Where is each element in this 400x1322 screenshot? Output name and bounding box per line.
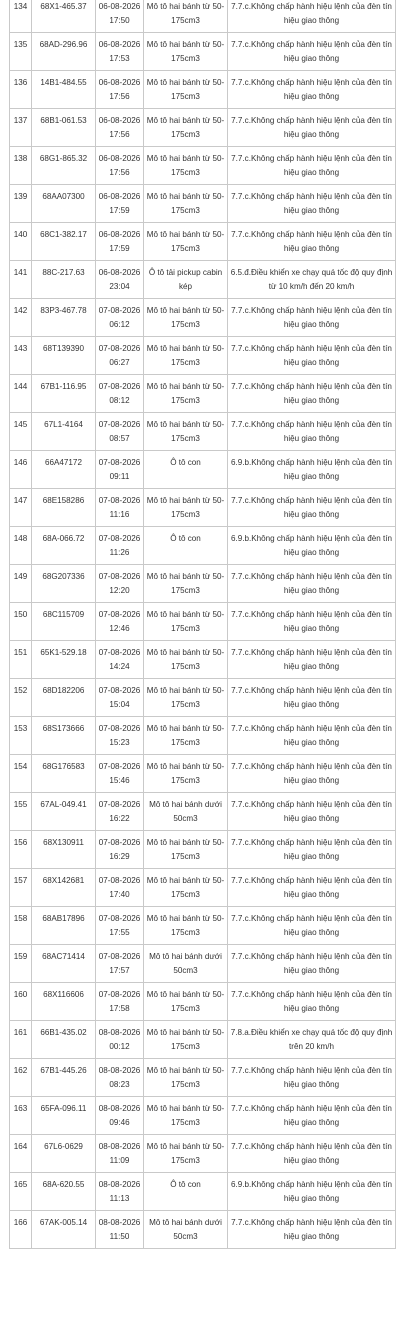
cell-vehicle-type: Ô tô tải pickup cabin kép	[144, 261, 228, 299]
cell-datetime	[96, 413, 144, 451]
violation-date: 08-08-2026	[98, 1218, 141, 1227]
table-row	[10, 1135, 396, 1173]
cell-datetime	[96, 1097, 144, 1135]
table-row	[10, 109, 396, 147]
cell-stt: 155	[10, 793, 32, 831]
cell-violation: 7.7.c.Không chấp hành hiệu lệnh của đèn tín hiệu giao thông	[228, 71, 396, 109]
violation-time: 09:11	[109, 472, 130, 481]
cell-datetime	[96, 299, 144, 337]
violation-time: 11:16	[109, 510, 130, 519]
cell-vehicle-type: Ô tô con	[144, 527, 228, 565]
cell-stt: 143	[10, 337, 32, 375]
cell-violation: 7.7.c.Không chấp hành hiệu lệnh của đèn tín hiệu giao thông	[228, 755, 396, 793]
cell-stt: 135	[10, 33, 32, 71]
table-row	[10, 527, 396, 565]
table-row	[10, 147, 396, 185]
violation-date: 07-08-2026	[98, 686, 141, 695]
cell-violation: 7.7.c.Không chấp hành hiệu lệnh của đèn tín hiệu giao thông	[228, 603, 396, 641]
violation-time: 14:24	[109, 662, 130, 671]
violation-time: 06:12	[109, 320, 130, 329]
cell-vehicle-type: Mô tô hai bánh dưới 50cm3	[144, 945, 228, 983]
cell-stt: 152	[10, 679, 32, 717]
cell-datetime	[96, 71, 144, 109]
cell-vehicle-type: Mô tô hai bánh từ 50-175cm3	[144, 0, 228, 33]
violation-date: 07-08-2026	[98, 762, 141, 771]
violations-table	[9, 0, 396, 1249]
violation-time: 08:57	[109, 434, 130, 443]
cell-violation: 7.7.c.Không chấp hành hiệu lệnh của đèn tín hiệu giao thông	[228, 1211, 396, 1249]
table-row	[10, 565, 396, 603]
violations-table-body	[10, 0, 396, 1249]
violation-date: 06-08-2026	[98, 78, 141, 87]
cell-stt: 140	[10, 223, 32, 261]
violation-time: 11:09	[109, 1156, 130, 1165]
cell-datetime	[96, 755, 144, 793]
violation-date: 07-08-2026	[98, 382, 141, 391]
cell-datetime	[96, 261, 144, 299]
cell-stt: 142	[10, 299, 32, 337]
cell-stt: 136	[10, 71, 32, 109]
violation-time: 17:56	[109, 92, 130, 101]
violation-time: 17:50	[109, 16, 130, 25]
cell-violation: 7.7.c.Không chấp hành hiệu lệnh của đèn tín hiệu giao thông	[228, 793, 396, 831]
table-row	[10, 337, 396, 375]
violation-date: 07-08-2026	[98, 458, 141, 467]
violation-date: 07-08-2026	[98, 572, 141, 581]
cell-datetime	[96, 185, 144, 223]
table-row	[10, 1173, 396, 1211]
cell-plate: 67AK-005.14	[32, 1211, 96, 1249]
violation-date: 07-08-2026	[98, 534, 141, 543]
table-row	[10, 831, 396, 869]
cell-stt: 162	[10, 1059, 32, 1097]
violation-time: 12:46	[109, 624, 130, 633]
violation-time: 16:22	[109, 814, 130, 823]
violation-date: 07-08-2026	[98, 496, 141, 505]
violation-date: 08-08-2026	[98, 1142, 141, 1151]
table-row	[10, 945, 396, 983]
cell-plate: 66A47172	[32, 451, 96, 489]
cell-plate: 68G207336	[32, 565, 96, 603]
cell-plate: 68AC71414	[32, 945, 96, 983]
cell-datetime	[96, 831, 144, 869]
cell-vehicle-type: Mô tô hai bánh dưới 50cm3	[144, 793, 228, 831]
cell-datetime	[96, 679, 144, 717]
violation-time: 17:57	[109, 966, 130, 975]
violation-date: 06-08-2026	[98, 40, 141, 49]
cell-vehicle-type: Mô tô hai bánh từ 50-175cm3	[144, 679, 228, 717]
cell-plate: 68A-620.55	[32, 1173, 96, 1211]
cell-stt: 145	[10, 413, 32, 451]
table-row	[10, 71, 396, 109]
violation-date: 06-08-2026	[98, 154, 141, 163]
cell-stt: 158	[10, 907, 32, 945]
cell-datetime	[96, 489, 144, 527]
violation-date: 06-08-2026	[98, 116, 141, 125]
violation-date: 07-08-2026	[98, 800, 141, 809]
cell-stt: 134	[10, 0, 32, 33]
violation-date: 07-08-2026	[98, 952, 141, 961]
violation-time: 11:26	[109, 548, 130, 557]
cell-plate: 68B1-061.53	[32, 109, 96, 147]
cell-plate: 68X116606	[32, 983, 96, 1021]
cell-vehicle-type: Mô tô hai bánh từ 50-175cm3	[144, 603, 228, 641]
cell-plate: 88C-217.63	[32, 261, 96, 299]
violation-date: 07-08-2026	[98, 876, 141, 885]
cell-stt: 147	[10, 489, 32, 527]
cell-stt: 137	[10, 109, 32, 147]
cell-violation: 7.7.c.Không chấp hành hiệu lệnh của đèn tín hiệu giao thông	[228, 1135, 396, 1173]
violation-date: 07-08-2026	[98, 914, 141, 923]
cell-vehicle-type: Mô tô hai bánh từ 50-175cm3	[144, 185, 228, 223]
cell-violation: 7.7.c.Không chấp hành hiệu lệnh của đèn tín hiệu giao thông	[228, 641, 396, 679]
cell-plate: 68G176583	[32, 755, 96, 793]
cell-vehicle-type: Mô tô hai bánh từ 50-175cm3	[144, 565, 228, 603]
cell-plate: 67L6-0629	[32, 1135, 96, 1173]
cell-datetime	[96, 527, 144, 565]
cell-violation: 7.7.c.Không chấp hành hiệu lệnh của đèn tín hiệu giao thông	[228, 299, 396, 337]
cell-plate: 68X142681	[32, 869, 96, 907]
cell-violation: 6.9.b.Không chấp hành hiệu lệnh của đèn tín hiệu giao thông	[228, 1173, 396, 1211]
cell-violation: 7.7.c.Không chấp hành hiệu lệnh của đèn tín hiệu giao thông	[228, 33, 396, 71]
violation-date: 07-08-2026	[98, 990, 141, 999]
cell-stt: 163	[10, 1097, 32, 1135]
violation-date: 07-08-2026	[98, 724, 141, 733]
cell-violation: 7.7.c.Không chấp hành hiệu lệnh của đèn tín hiệu giao thông	[228, 337, 396, 375]
cell-vehicle-type: Mô tô hai bánh dưới 50cm3	[144, 1211, 228, 1249]
table-row	[10, 1211, 396, 1249]
violation-time: 17:56	[109, 130, 130, 139]
cell-vehicle-type: Mô tô hai bánh từ 50-175cm3	[144, 1021, 228, 1059]
cell-stt: 157	[10, 869, 32, 907]
violation-date: 08-08-2026	[98, 1066, 141, 1075]
cell-plate: 65K1-529.18	[32, 641, 96, 679]
cell-violation: 7.7.c.Không chấp hành hiệu lệnh của đèn tín hiệu giao thông	[228, 185, 396, 223]
cell-violation: 7.7.c.Không chấp hành hiệu lệnh của đèn tín hiệu giao thông	[228, 109, 396, 147]
cell-plate: 67AL-049.41	[32, 793, 96, 831]
cell-datetime	[96, 147, 144, 185]
cell-vehicle-type: Ô tô con	[144, 451, 228, 489]
table-row	[10, 451, 396, 489]
cell-plate: 68AA07300	[32, 185, 96, 223]
table-row	[10, 907, 396, 945]
violation-date: 08-08-2026	[98, 1028, 141, 1037]
cell-stt: 165	[10, 1173, 32, 1211]
violation-date: 07-08-2026	[98, 306, 141, 315]
cell-plate: 68C1-382.17	[32, 223, 96, 261]
cell-violation: 7.7.c.Không chấp hành hiệu lệnh của đèn tín hiệu giao thông	[228, 223, 396, 261]
violation-date: 07-08-2026	[98, 838, 141, 847]
violation-date: 07-08-2026	[98, 420, 141, 429]
table-row	[10, 603, 396, 641]
cell-datetime	[96, 1211, 144, 1249]
cell-stt: 151	[10, 641, 32, 679]
violation-time: 08:12	[109, 396, 130, 405]
cell-vehicle-type: Mô tô hai bánh từ 50-175cm3	[144, 299, 228, 337]
table-row	[10, 793, 396, 831]
cell-violation: 6.9.b.Không chấp hành hiệu lệnh của đèn tín hiệu giao thông	[228, 451, 396, 489]
cell-violation: 7.7.c.Không chấp hành hiệu lệnh của đèn tín hiệu giao thông	[228, 413, 396, 451]
table-row	[10, 413, 396, 451]
cell-vehicle-type: Mô tô hai bánh từ 50-175cm3	[144, 907, 228, 945]
cell-violation: 7.7.c.Không chấp hành hiệu lệnh của đèn tín hiệu giao thông	[228, 1059, 396, 1097]
violation-date: 06-08-2026	[98, 268, 141, 277]
cell-datetime	[96, 565, 144, 603]
cell-plate: 68S173666	[32, 717, 96, 755]
cell-stt: 160	[10, 983, 32, 1021]
violation-time: 16:29	[109, 852, 130, 861]
cell-plate: 67B1-116.95	[32, 375, 96, 413]
cell-stt: 150	[10, 603, 32, 641]
cell-plate: 68A-066.72	[32, 527, 96, 565]
cell-vehicle-type: Mô tô hai bánh từ 50-175cm3	[144, 147, 228, 185]
violation-date: 07-08-2026	[98, 610, 141, 619]
violation-date: 07-08-2026	[98, 344, 141, 353]
table-row	[10, 33, 396, 71]
cell-vehicle-type: Mô tô hai bánh từ 50-175cm3	[144, 1135, 228, 1173]
violation-time: 15:23	[109, 738, 130, 747]
table-row	[10, 1097, 396, 1135]
cell-violation: 7.8.a.Điều khiển xe chạy quá tốc độ quy định trên 20 km/h	[228, 1021, 396, 1059]
cell-violation: 6.9.b.Không chấp hành hiệu lệnh của đèn tín hiệu giao thông	[228, 527, 396, 565]
cell-stt: 161	[10, 1021, 32, 1059]
cell-datetime	[96, 603, 144, 641]
cell-violation: 7.7.c.Không chấp hành hiệu lệnh của đèn tín hiệu giao thông	[228, 907, 396, 945]
cell-violation: 7.7.c.Không chấp hành hiệu lệnh của đèn tín hiệu giao thông	[228, 983, 396, 1021]
violation-date: 07-08-2026	[98, 648, 141, 657]
cell-stt: 154	[10, 755, 32, 793]
cell-datetime	[96, 1021, 144, 1059]
cell-plate: 68E158286	[32, 489, 96, 527]
cell-datetime	[96, 983, 144, 1021]
cell-plate: 68AD-296.96	[32, 33, 96, 71]
cell-stt: 141	[10, 261, 32, 299]
cell-plate: 68T139390	[32, 337, 96, 375]
cell-datetime	[96, 223, 144, 261]
cell-stt: 149	[10, 565, 32, 603]
cell-datetime	[96, 907, 144, 945]
cell-violation: 7.7.c.Không chấp hành hiệu lệnh của đèn tín hiệu giao thông	[228, 565, 396, 603]
violation-time: 17:59	[109, 206, 130, 215]
cell-datetime	[96, 793, 144, 831]
cell-violation: 7.7.c.Không chấp hành hiệu lệnh của đèn tín hiệu giao thông	[228, 869, 396, 907]
cell-plate: 68C115709	[32, 603, 96, 641]
cell-violation: 7.7.c.Không chấp hành hiệu lệnh của đèn tín hiệu giao thông	[228, 489, 396, 527]
cell-violation: 7.7.c.Không chấp hành hiệu lệnh của đèn tín hiệu giao thông	[228, 679, 396, 717]
cell-vehicle-type: Mô tô hai bánh từ 50-175cm3	[144, 33, 228, 71]
table-row	[10, 261, 396, 299]
table-row	[10, 755, 396, 793]
violation-time: 11:13	[109, 1194, 130, 1203]
cell-plate: 83P3-467.78	[32, 299, 96, 337]
table-row	[10, 1059, 396, 1097]
violation-date: 08-08-2026	[98, 1104, 141, 1113]
violation-date: 06-08-2026	[98, 2, 141, 11]
table-row	[10, 869, 396, 907]
violation-date: 06-08-2026	[98, 192, 141, 201]
cell-datetime	[96, 109, 144, 147]
cell-datetime	[96, 375, 144, 413]
violation-time: 17:59	[109, 244, 130, 253]
table-row	[10, 1021, 396, 1059]
violation-time: 15:04	[109, 700, 130, 709]
cell-vehicle-type: Mô tô hai bánh từ 50-175cm3	[144, 71, 228, 109]
violation-time: 17:53	[109, 54, 130, 63]
cell-datetime	[96, 0, 144, 33]
table-row	[10, 489, 396, 527]
cell-stt: 156	[10, 831, 32, 869]
cell-vehicle-type: Mô tô hai bánh từ 50-175cm3	[144, 983, 228, 1021]
cell-vehicle-type: Mô tô hai bánh từ 50-175cm3	[144, 375, 228, 413]
cell-vehicle-type: Mô tô hai bánh từ 50-175cm3	[144, 641, 228, 679]
cell-vehicle-type: Mô tô hai bánh từ 50-175cm3	[144, 413, 228, 451]
cell-vehicle-type: Mô tô hai bánh từ 50-175cm3	[144, 869, 228, 907]
cell-vehicle-type: Mô tô hai bánh từ 50-175cm3	[144, 109, 228, 147]
cell-vehicle-type: Mô tô hai bánh từ 50-175cm3	[144, 717, 228, 755]
cell-datetime	[96, 717, 144, 755]
cell-datetime	[96, 945, 144, 983]
cell-plate: 68X130911	[32, 831, 96, 869]
cell-stt: 159	[10, 945, 32, 983]
violation-time: 17:56	[109, 168, 130, 177]
violation-time: 11:50	[109, 1232, 130, 1241]
cell-stt: 153	[10, 717, 32, 755]
cell-stt: 166	[10, 1211, 32, 1249]
cell-datetime	[96, 451, 144, 489]
violation-time: 17:58	[109, 1004, 130, 1013]
violation-time: 15:46	[109, 776, 130, 785]
violation-date: 08-08-2026	[98, 1180, 141, 1189]
cell-vehicle-type: Mô tô hai bánh từ 50-175cm3	[144, 223, 228, 261]
table-row	[10, 185, 396, 223]
cell-violation: 7.7.c.Không chấp hành hiệu lệnh của đèn tín hiệu giao thông	[228, 147, 396, 185]
violation-time: 08:23	[109, 1080, 130, 1089]
cell-violation: 7.7.c.Không chấp hành hiệu lệnh của đèn tín hiệu giao thông	[228, 831, 396, 869]
table-row	[10, 223, 396, 261]
violation-date: 06-08-2026	[98, 230, 141, 239]
table-row	[10, 717, 396, 755]
cell-violation: 7.7.c.Không chấp hành hiệu lệnh của đèn tín hiệu giao thông	[228, 945, 396, 983]
cell-vehicle-type: Mô tô hai bánh từ 50-175cm3	[144, 1097, 228, 1135]
table-row	[10, 679, 396, 717]
cell-stt: 164	[10, 1135, 32, 1173]
violation-time: 06:27	[109, 358, 130, 367]
cell-plate: 65FA-096.11	[32, 1097, 96, 1135]
cell-plate: 14B1-484.55	[32, 71, 96, 109]
cell-vehicle-type: Ô tô con	[144, 1173, 228, 1211]
table-row	[10, 983, 396, 1021]
cell-stt: 148	[10, 527, 32, 565]
table-row	[10, 641, 396, 679]
violation-time: 12:20	[109, 586, 130, 595]
cell-vehicle-type: Mô tô hai bánh từ 50-175cm3	[144, 1059, 228, 1097]
cell-plate: 66B1-435.02	[32, 1021, 96, 1059]
cell-datetime	[96, 1135, 144, 1173]
table-row	[10, 0, 396, 33]
cell-stt: 144	[10, 375, 32, 413]
cell-violation: 7.7.c.Không chấp hành hiệu lệnh của đèn tín hiệu giao thông	[228, 375, 396, 413]
violation-time: 17:55	[109, 928, 130, 937]
violation-time: 23:04	[109, 282, 130, 291]
cell-stt: 139	[10, 185, 32, 223]
cell-plate: 68X1-465.37	[32, 0, 96, 33]
cell-plate: 68G1-865.32	[32, 147, 96, 185]
table-row	[10, 299, 396, 337]
violation-time: 09:46	[109, 1118, 130, 1127]
cell-datetime	[96, 1173, 144, 1211]
cell-plate: 68D182206	[32, 679, 96, 717]
cell-vehicle-type: Mô tô hai bánh từ 50-175cm3	[144, 489, 228, 527]
cell-vehicle-type: Mô tô hai bánh từ 50-175cm3	[144, 337, 228, 375]
cell-violation: 6.5.đ.Điều khiển xe chạy quá tốc độ quy định từ 10 km/h đến 20 km/h	[228, 261, 396, 299]
cell-vehicle-type: Mô tô hai bánh từ 50-175cm3	[144, 755, 228, 793]
cell-violation: 7.7.c.Không chấp hành hiệu lệnh của đèn tín hiệu giao thông	[228, 717, 396, 755]
cell-vehicle-type: Mô tô hai bánh từ 50-175cm3	[144, 831, 228, 869]
cell-datetime	[96, 641, 144, 679]
violation-time: 17:40	[109, 890, 130, 899]
cell-violation: 7.7.c.Không chấp hành hiệu lệnh của đèn tín hiệu giao thông	[228, 0, 396, 33]
cell-datetime	[96, 869, 144, 907]
cell-plate: 68AB17896	[32, 907, 96, 945]
cell-datetime	[96, 337, 144, 375]
cell-stt: 138	[10, 147, 32, 185]
cell-plate: 67B1-445.26	[32, 1059, 96, 1097]
cell-violation: 7.7.c.Không chấp hành hiệu lệnh của đèn tín hiệu giao thông	[228, 1097, 396, 1135]
cell-datetime	[96, 1059, 144, 1097]
cell-stt: 146	[10, 451, 32, 489]
violation-time: 00:12	[109, 1042, 130, 1051]
cell-plate: 67L1-4164	[32, 413, 96, 451]
table-row	[10, 375, 396, 413]
cell-datetime	[96, 33, 144, 71]
